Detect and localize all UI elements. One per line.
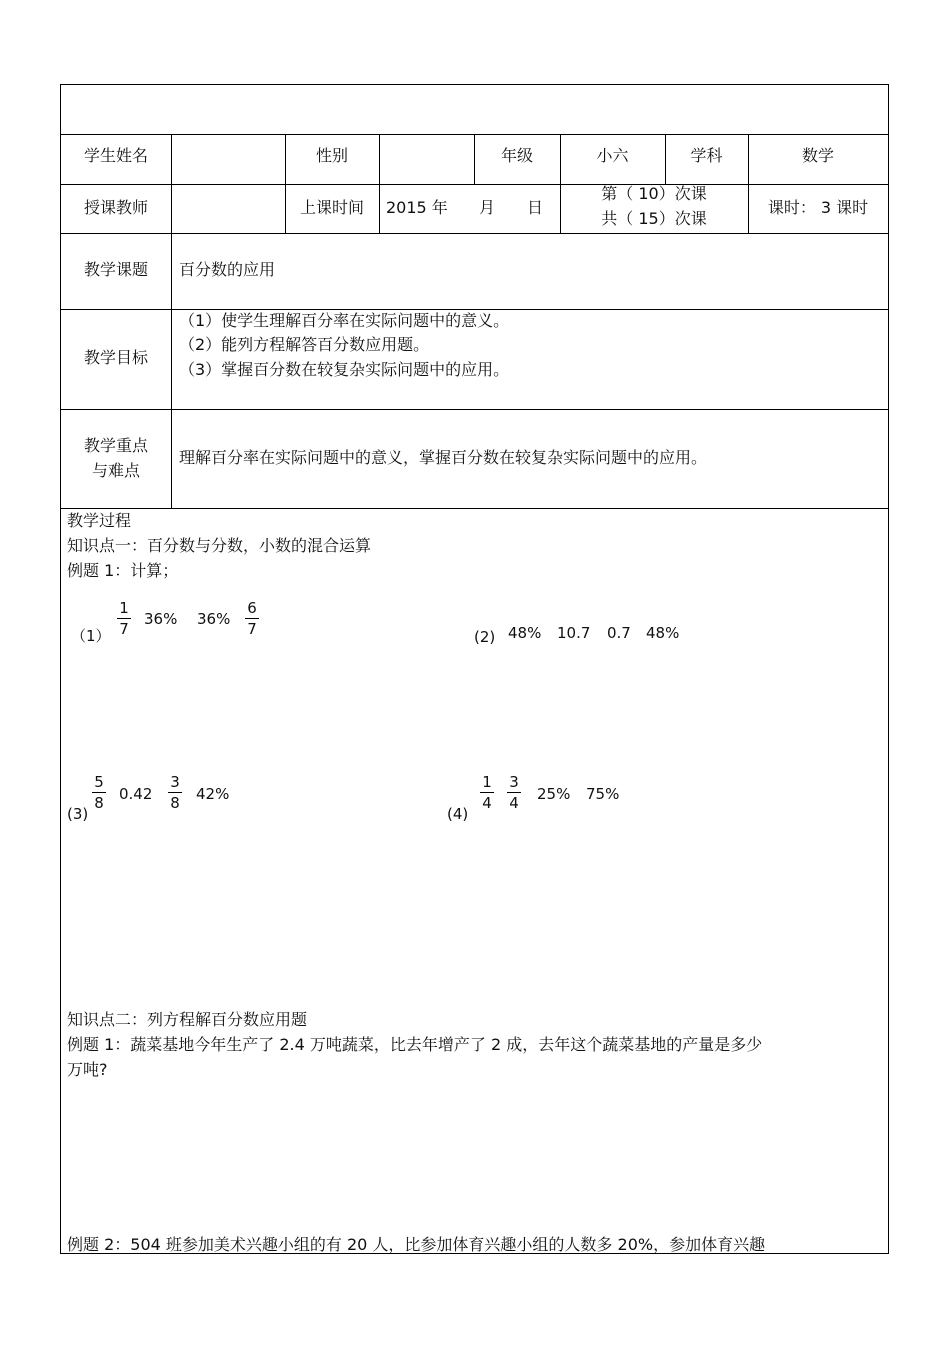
lesson-plan-table <box>60 84 889 1254</box>
problem-2-label: (2) <box>474 628 496 646</box>
grade-label: 年级 <box>500 146 533 165</box>
fraction: 1 4 <box>479 773 495 812</box>
teacher-label: 授课教师 <box>83 198 148 217</box>
kp1-title: 知识点一：百分数与分数，小数的混合运算 <box>67 536 372 555</box>
fraction: 3 8 <box>167 773 183 812</box>
class-time-month: 月 <box>479 198 496 217</box>
session-total: 共（ 15）次课 <box>601 209 707 228</box>
kp2-example-1: 例题 1：蔬菜基地今年生产了 2.4 万吨蔬菜，比去年增产了 2 成，去年这个蔬菜基地的产量是多少 <box>67 1035 763 1054</box>
gender-label: 性别 <box>315 146 348 165</box>
problem-1-label: （1） <box>71 627 111 645</box>
kp1-example: 例题 1：计算； <box>67 561 179 580</box>
kp2-title: 知识点二：列方程解百分数应用题 <box>67 1010 308 1029</box>
keypoints-value: 理解百分率在实际问题中的意义，掌握百分数在较复杂实际问题中的应用。 <box>179 448 708 467</box>
problem-3-label: (3) <box>67 805 89 823</box>
value: 0.7 <box>607 624 631 642</box>
subject-value: 数学 <box>801 146 834 165</box>
goal-item: （2）能列方程解答百分数应用题。 <box>179 335 430 354</box>
goal-item: （1）使学生理解百分率在实际问题中的意义。 <box>179 311 510 330</box>
session-number: 第（ 10）次课 <box>601 184 707 203</box>
keypoints-label: 教学重点 <box>83 436 148 455</box>
grade-value: 小六 <box>596 146 629 165</box>
value: 75% <box>586 785 620 803</box>
value: 42% <box>196 785 230 803</box>
value: 10.7 <box>557 624 591 642</box>
fraction: 6 7 <box>244 599 260 638</box>
value: 36% <box>144 610 178 628</box>
row-divider <box>61 409 888 410</box>
col-divider <box>171 233 172 509</box>
topic-label: 教学课题 <box>83 260 148 279</box>
kp2-example-1-cont: 万吨? <box>67 1060 108 1079</box>
class-time-label: 上课时间 <box>299 198 364 217</box>
value: 25% <box>537 785 571 803</box>
goal-item: （3）掌握百分数在较复杂实际问题中的应用。 <box>179 360 510 379</box>
row-divider <box>61 184 888 185</box>
process-title: 教学过程 <box>67 511 132 530</box>
fraction: 1 7 <box>116 599 132 638</box>
row-divider <box>61 309 888 310</box>
value: 48% <box>646 624 680 642</box>
subject-label: 学科 <box>690 146 723 165</box>
row-divider <box>61 233 888 234</box>
goals-label: 教学目标 <box>83 348 148 367</box>
duration: 课时： 3 课时 <box>767 198 869 217</box>
value: 48% <box>508 624 542 642</box>
kp2-example-2: 例题 2：504 班参加美术兴趣小组的有 20 人，比参加体育兴趣小组的人数多 20%，参加体育兴趣 <box>67 1235 766 1254</box>
value: 0.42 <box>119 785 153 803</box>
col-divider <box>171 134 172 234</box>
keypoints-label-line2: 与难点 <box>91 461 140 480</box>
fraction: 3 4 <box>506 773 522 812</box>
col-divider <box>379 134 380 234</box>
student-name-label: 学生姓名 <box>83 146 148 165</box>
row-divider <box>61 508 888 509</box>
problem-4-label: (4) <box>447 805 469 823</box>
class-time-year: 2015 年 <box>386 198 448 217</box>
topic-value: 百分数的应用 <box>179 260 276 279</box>
fraction: 5 8 <box>91 773 107 812</box>
class-time-day: 日 <box>527 198 544 217</box>
value: 36% <box>197 610 231 628</box>
